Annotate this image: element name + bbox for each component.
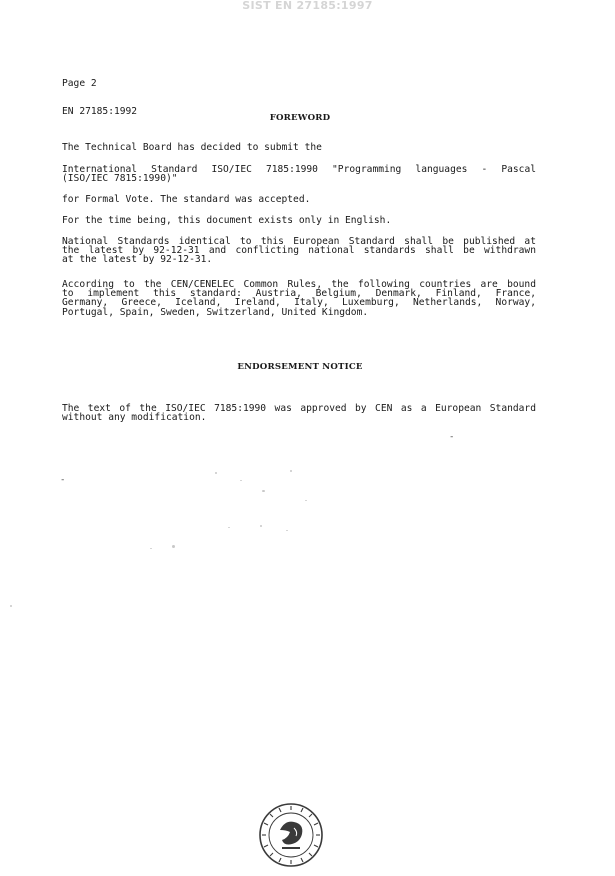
foreword-heading: FOREWORD bbox=[269, 113, 331, 123]
document-reference: EN 27185:1992 bbox=[62, 106, 138, 117]
text-line: without any modification. bbox=[62, 412, 207, 424]
text-line: International Standard ISO/IEC 7185:1990 "Programming languages - Pascal bbox=[62, 164, 536, 175]
scan-speck bbox=[260, 525, 262, 527]
endorsement-paragraph bbox=[62, 404, 536, 422]
scan-mark: - bbox=[60, 475, 66, 485]
page-number: Page 2 bbox=[62, 78, 97, 89]
foreword-paragraph-6 bbox=[62, 280, 536, 317]
text-line: for Formal Vote. The standard was accepted. bbox=[62, 194, 311, 205]
text-line: at the latest by 92-12-31. bbox=[62, 254, 213, 266]
scan-speck bbox=[262, 490, 265, 492]
text-line: (ISO/IEC 7815:1990)" bbox=[62, 173, 178, 185]
text-line: Germany, Greece, Iceland, Ireland, Italy, Luxemburg, Netherlands, Norway, bbox=[62, 297, 536, 309]
text-line: The Technical Board has decided to submit the bbox=[62, 142, 322, 153]
scan-mark: - bbox=[449, 432, 455, 442]
foreword-paragraph-1 bbox=[62, 143, 536, 152]
scan-speck bbox=[290, 470, 292, 472]
scan-speck bbox=[172, 545, 175, 548]
scan-speck bbox=[10, 605, 12, 607]
watermark: SIST EN 27185:1997 bbox=[242, 0, 373, 12]
scan-speck bbox=[228, 527, 230, 528]
text-line: For the time being, this document exists only in English. bbox=[62, 215, 392, 226]
text-line: The text of the ISO/IEC 7185:1990 was approved by CEN as a European Standard bbox=[62, 403, 536, 414]
foreword-paragraph-5 bbox=[62, 237, 536, 265]
foreword-paragraph-2 bbox=[62, 165, 536, 183]
foreword-paragraph-3 bbox=[62, 195, 536, 204]
text-line: National Standards identical to this European Standard shall be published at bbox=[62, 236, 536, 247]
scan-speck bbox=[215, 472, 217, 474]
scan-speck bbox=[305, 500, 307, 501]
scan-speck bbox=[240, 480, 242, 481]
text-line: the latest by 92-12-31 and conflicting national standards shall be withdrawn bbox=[62, 245, 536, 257]
scan-speck bbox=[286, 530, 288, 531]
endorsement-heading: ENDORSEMENT NOTICE bbox=[237, 362, 363, 372]
text-line: Portugal, Spain, Sweden, Switzerland, United Kingdom. bbox=[62, 306, 369, 318]
scan-speck bbox=[150, 548, 152, 549]
foreword-paragraph-4 bbox=[62, 216, 536, 225]
official-stamp-icon bbox=[258, 802, 324, 868]
text-line: to implement this standard: Austria, Belgium, Denmark, Finland, France, bbox=[62, 288, 536, 300]
text-line: According to the CEN/CENELEC Common Rules, the following countries are bound bbox=[62, 279, 536, 290]
